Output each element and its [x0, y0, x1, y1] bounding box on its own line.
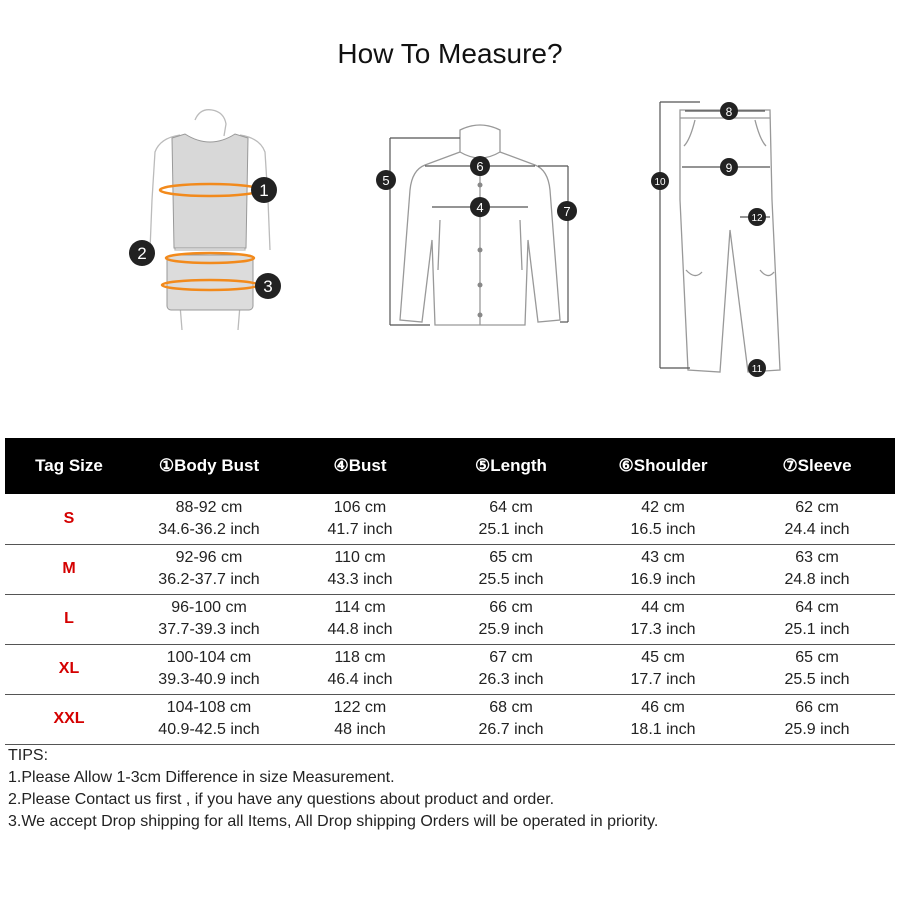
size-label: S — [63, 509, 75, 527]
table-cell — [435, 644, 587, 694]
cell-inch-value: 39.3-40.9 inch — [158, 671, 260, 688]
cell-cm-value: 114 cm — [334, 599, 386, 616]
marker-3: 3 — [263, 277, 273, 296]
cell-inch-value: 26.3 inch — [478, 671, 544, 688]
cell-cm-value: 104-108 cm — [166, 699, 252, 716]
cell-cm-value: 46 cm — [641, 699, 685, 716]
table-body — [5, 494, 895, 744]
cell-cm-value: 110 cm — [334, 549, 386, 566]
table-row — [5, 644, 895, 694]
cell-cm-value: 65 cm — [795, 649, 839, 666]
cell-inch-value: 40.9-42.5 inch — [158, 721, 260, 738]
cell-inch-value: 16.5 inch — [630, 520, 696, 538]
marker-12: 12 — [751, 213, 763, 224]
tip-item: 2.Please Contact us first , if you have any questions about product and order. — [8, 791, 555, 808]
cell-inch-value: 24.8 inch — [784, 571, 850, 588]
cell-cm-value: 100-104 cm — [166, 649, 252, 666]
cell-cm-value: 96-100 cm — [171, 599, 247, 616]
tip-item: 3.We accept Drop shipping for all Items, All Drop shipping Orders will be operated in priority. — [8, 813, 659, 830]
size-label: XXL — [53, 710, 85, 727]
cell-cm-value: 62 cm — [795, 498, 839, 516]
cell-inch-value: 25.1 inch — [478, 520, 544, 538]
cell-cm-value: 64 cm — [795, 599, 839, 616]
cell-inch-value: 25.9 inch — [478, 621, 544, 638]
cell-cm-value: 122 cm — [333, 699, 387, 716]
marker-7: 7 — [563, 204, 571, 219]
cell-inch-value: 25.9 inch — [784, 721, 850, 738]
table-cell — [285, 544, 435, 594]
cell-cm-value: 118 cm — [334, 649, 386, 666]
table-cell — [285, 494, 435, 544]
cell-inch-value: 44.8 inch — [327, 621, 393, 638]
table-cell — [739, 544, 895, 594]
marker-9: 9 — [725, 161, 733, 175]
tip-item: 1.Please Allow 1-3cm Difference in size Measurement. — [8, 769, 395, 786]
table-cell — [587, 594, 739, 644]
cell-inch-value: 26.7 inch — [478, 721, 544, 738]
cell-inch-value: 36.2-37.7 inch — [158, 571, 260, 588]
cell-inch-value: 43.3 inch — [327, 571, 393, 588]
table-cell — [285, 644, 435, 694]
header-length: ⑤Length — [475, 456, 547, 475]
cell-cm-value: 68 cm — [489, 699, 533, 716]
cell-inch-value: 16.9 inch — [630, 571, 696, 588]
measure-illustrations — [0, 90, 900, 390]
header-tag-size: Tag Size — [35, 456, 103, 475]
cell-cm-value: 88-92 cm — [175, 498, 243, 516]
pants-figure — [640, 90, 790, 390]
cell-cm-value: 67 cm — [489, 649, 533, 666]
cell-inch-value: 25.1 inch — [784, 621, 850, 638]
marker-8: 8 — [725, 105, 733, 119]
cell-cm-value: 63 cm — [795, 549, 839, 566]
jacket-figure — [370, 90, 590, 340]
cell-inch-value: 17.3 inch — [630, 621, 696, 638]
table-cell — [739, 494, 895, 544]
table-cell — [739, 694, 895, 744]
table-row — [5, 594, 895, 644]
cell-cm-value: 64 cm — [489, 498, 533, 516]
table-cell — [587, 494, 739, 544]
table-cell — [587, 694, 739, 744]
table-row — [5, 544, 895, 594]
table-cell — [133, 694, 285, 744]
size-label: XL — [58, 660, 80, 677]
header-body-bust: ①Body Bust — [158, 456, 260, 475]
table-cell — [133, 494, 285, 544]
table-row — [5, 694, 895, 744]
marker-11: 11 — [751, 364, 763, 375]
cell-cm-value: 92-96 cm — [175, 549, 243, 566]
table-cell — [435, 694, 587, 744]
page-title: How To Measure? — [337, 38, 563, 69]
cell-inch-value: 18.1 inch — [630, 721, 696, 738]
cell-cm-value: 106 cm — [333, 498, 387, 516]
cell-inch-value: 25.5 inch — [478, 571, 544, 588]
cell-cm-value: 65 cm — [489, 549, 533, 566]
marker-2: 2 — [137, 244, 147, 263]
table-cell — [435, 494, 587, 544]
cell-inch-value: 17.7 inch — [630, 671, 696, 688]
tips-heading: TIPS: — [8, 747, 49, 764]
marker-10: 10 — [654, 177, 666, 188]
cell-cm-value: 66 cm — [489, 599, 533, 616]
table-cell — [133, 594, 285, 644]
cell-inch-value: 34.6-36.2 inch — [158, 520, 260, 538]
size-chart — [5, 438, 895, 745]
body-figure — [120, 90, 300, 390]
table-cell — [133, 544, 285, 594]
marker-1: 1 — [259, 181, 269, 200]
cell-cm-value: 44 cm — [641, 599, 685, 616]
marker-5: 5 — [382, 173, 390, 188]
cell-inch-value: 24.4 inch — [784, 520, 850, 538]
header-shoulder: ⑥Shoulder — [618, 456, 708, 475]
table-cell — [587, 544, 739, 594]
cell-inch-value: 37.7-39.3 inch — [158, 621, 260, 638]
table-header-row — [5, 438, 895, 494]
table-cell — [739, 594, 895, 644]
cell-cm-value: 42 cm — [641, 498, 685, 516]
table-cell — [285, 694, 435, 744]
size-table — [5, 438, 895, 745]
cell-cm-value: 45 cm — [641, 649, 685, 666]
table-cell — [435, 544, 587, 594]
table-cell — [739, 644, 895, 694]
table-cell — [587, 644, 739, 694]
cell-inch-value: 48 inch — [334, 721, 386, 738]
marker-6: 6 — [476, 159, 484, 174]
table-cell — [133, 644, 285, 694]
table-cell — [435, 594, 587, 644]
cell-inch-value: 25.5 inch — [784, 671, 850, 688]
table-cell — [285, 594, 435, 644]
tips-section — [8, 745, 658, 833]
header-sleeve: ⑦Sleeve — [782, 456, 852, 475]
header-bust: ④Bust — [333, 456, 387, 475]
cell-cm-value: 66 cm — [795, 699, 839, 716]
table-row — [5, 494, 895, 544]
cell-inch-value: 46.4 inch — [327, 671, 393, 688]
size-label: L — [64, 610, 74, 627]
cell-cm-value: 43 cm — [641, 549, 685, 566]
cell-inch-value: 41.7 inch — [327, 520, 393, 538]
size-label: M — [62, 560, 76, 577]
marker-4: 4 — [476, 200, 484, 215]
